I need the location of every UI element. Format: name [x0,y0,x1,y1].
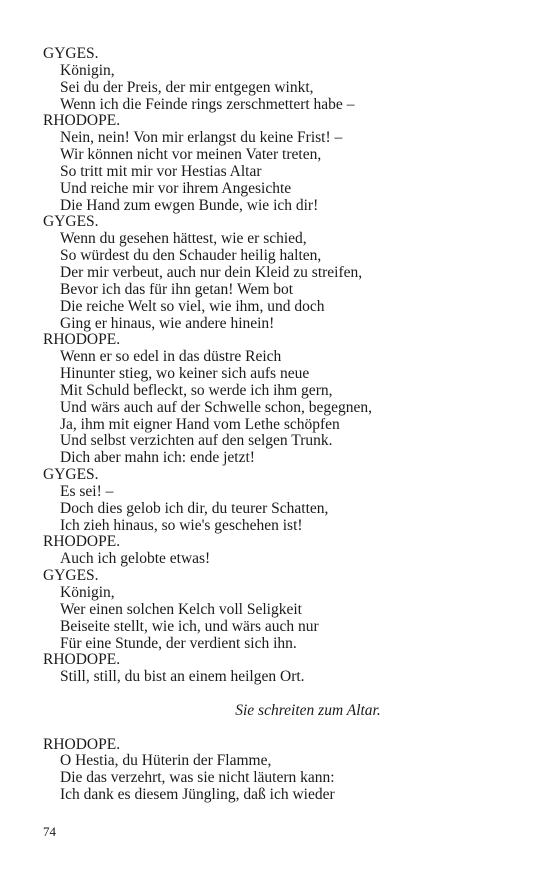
verse-line: Wir können nicht vor meinen Vater treten, [60,146,322,164]
verse-line: O Hestia, du Hüterin der Flamme, [60,752,272,770]
speaker-name: GYGES. [43,213,99,231]
verse-line: Und wärs auch auf der Schwelle schon, begegnen, [60,398,373,416]
verse-line: Wer einen solchen Kelch voll Seligkeit [60,600,302,618]
verse-line: Es sei! – [60,482,114,500]
verse-line: Auch ich gelobte etwas! [60,550,211,568]
verse-line: Sei du der Preis, der mir entgegen winkt, [60,78,314,96]
verse-line: Die reiche Welt so viel, wie ihm, und doch [60,297,325,315]
verse-line: Die das verzehrt, was sie nicht läutern kann: [60,769,335,787]
spacer [43,720,513,737]
verse-line: Ich zieh hinaus, so wie's geschehen ist! [60,516,303,534]
verse-line: Ja, ihm mit eigner Hand vom Lethe schöpfen [60,415,340,433]
stage-direction: Sie schreiten zum Altar. [235,701,381,719]
verse-line: Wenn er so edel in das düstre Reich [60,348,282,366]
speaker-name: GYGES. [43,567,99,585]
verse-line: Die Hand zum ewgen Bunde, wie ich dir! [60,196,319,214]
spacer [43,686,513,703]
speaker-name: GYGES. [43,45,99,62]
speaker-name: RHODOPE. [43,735,121,753]
speaker-name: RHODOPE. [43,331,121,349]
verse-line: Ich dank es diesem Jüngling, daß ich wieder [60,786,335,804]
verse-line: Dich aber mahn ich: ende jetzt! [60,449,255,467]
verse-line: Und reiche mir vor ihrem Angesichte [60,179,292,197]
verse-line: Bevor ich das für ihn getan! Wem bot [60,280,294,298]
verse-line: Königin, [60,61,115,79]
verse-line: Beiseite stellt, wie ich, und wärs auch nur [60,617,319,635]
verse-line: Still, still, du bist an einem heilgen Ort. [60,668,305,686]
verse-line: Für eine Stunde, der verdient sich ihn. [60,634,297,652]
verse-line: So würdest du den Schauder heilig halten, [60,247,322,265]
verse-line: Mit Schuld befleckt, so werde ich ihm gern, [60,381,333,399]
verse-line: Wenn du gesehen hättest, wie er schied, [60,230,307,248]
verse-line: Doch dies gelob ich dir, du teurer Schatten, [60,499,329,517]
verse-line: Der mir verbeut, auch nur dein Kleid zu streifen, [60,263,363,281]
verse-line: Hinunter stieg, wo keiner sich aufs neue [60,365,310,383]
verse-line: Und selbst verzichten auf den selgen Trunk. [60,432,333,450]
verse-line: Ging er hinaus, wie andere hinein! [60,314,275,332]
verse-line: Königin, [60,584,115,601]
verse-line: So tritt mit mir vor Hestias Altar [60,162,262,180]
verse-line: Nein, nein! Von mir erlangst du keine Frist! – [60,129,343,147]
speaker-name: RHODOPE. [43,112,121,130]
page-number: 74 [43,824,56,839]
verse-line: Wenn ich die Feinde rings zerschmettert habe – [60,95,355,113]
speaker-name: RHODOPE. [43,533,121,551]
speaker-name: RHODOPE. [43,651,121,669]
speaker-name: GYGES. [43,466,99,484]
play-text [43,46,513,804]
